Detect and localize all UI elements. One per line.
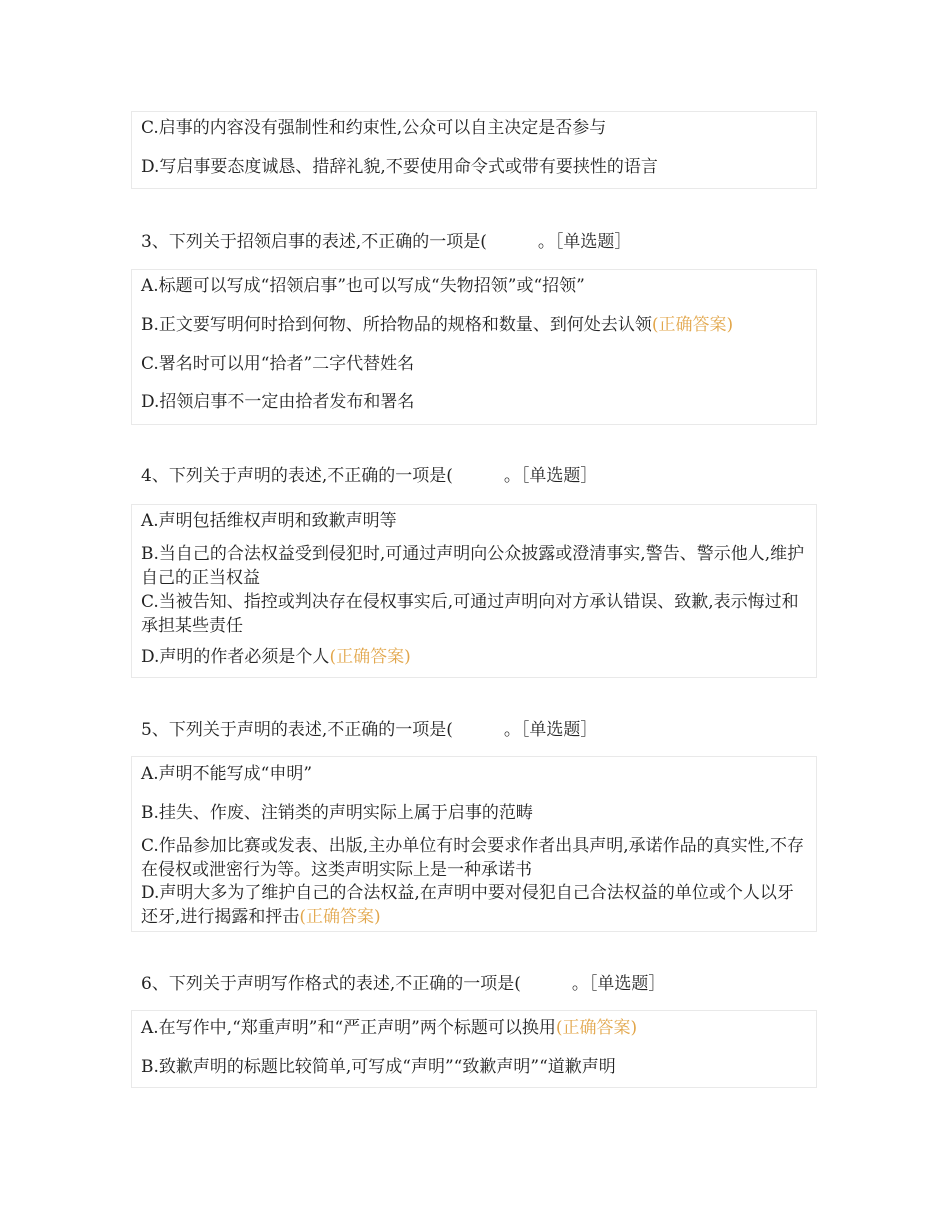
question-4-stem: 4、下列关于声明的表述,不正确的一项是( 。［单选题］ <box>141 466 598 486</box>
options-box-q4 <box>131 504 817 678</box>
options-box-q6 <box>131 1010 817 1088</box>
options-box-q5 <box>131 756 817 932</box>
correct-answer-badge: (正确答案) <box>651 315 734 335</box>
option-a[interactable]: A.声明不能写成“申明” <box>141 764 313 784</box>
option-c[interactable]: C.当被告知、指控或判决存在侵权事实后,可通过声明向对方承认错误、致歉,表示悔过和承担某些责任 <box>141 592 799 636</box>
question-6-stem: 6、下列关于声明写作格式的表述,不正确的一项是( 。［单选题］ <box>141 974 666 994</box>
option-b[interactable]: B.致歉声明的标题比较简单,可写成“声明”“致歉声明”“道歉声明 <box>141 1057 616 1077</box>
option-d[interactable]: D.写启事要态度诚恳、措辞礼貌,不要使用命令式或带有要挟性的语言 <box>141 157 658 177</box>
option-c[interactable]: C.作品参加比赛或发表、出版,主办单位有时会要求作者出具声明,承诺作品的真实性,不存在侵权或泄密行为等。这类声明实际上是一种承诺书 <box>141 836 805 880</box>
option-a[interactable]: A.声明包括维权声明和致歉声明等 <box>141 511 397 531</box>
option-a[interactable]: A.在写作中,“郑重声明”和“严正声明”两个标题可以换用(正确答案) <box>141 1018 638 1038</box>
option-d[interactable]: D.声明的作者必须是个人(正确答案) <box>141 647 411 667</box>
question-3-stem: 3、下列关于招领启事的表述,不正确的一项是( 。［单选题］ <box>141 232 632 252</box>
option-b[interactable]: B.正文要写明何时拾到何物、所拾物品的规格和数量、到何处去认领(正确答案) <box>141 315 734 335</box>
correct-answer-badge: (正确答案) <box>299 907 381 927</box>
options-box-q3 <box>131 269 817 425</box>
correct-answer-badge: (正确答案) <box>329 647 411 667</box>
option-b[interactable]: B.当自己的合法权益受到侵犯时,可通过声明向公众披露或澄清事实,警告、警示他人,维护自己的正当权益 <box>141 544 805 588</box>
option-c[interactable]: C.启事的内容没有强制性和约束性,公众可以自主决定是否参与 <box>141 118 607 138</box>
option-d[interactable]: D.招领启事不一定由拾者发布和署名 <box>141 392 415 412</box>
correct-answer-badge: (正确答案) <box>555 1018 638 1038</box>
question-5-stem: 5、下列关于声明的表述,不正确的一项是( 。［单选题］ <box>141 720 598 740</box>
options-box-q2 <box>131 111 817 189</box>
option-b[interactable]: B.挂失、作废、注销类的声明实际上属于启事的范畴 <box>141 803 533 823</box>
option-c[interactable]: C.署名时可以用“拾者”二字代替姓名 <box>141 354 415 374</box>
option-d[interactable]: D.声明大多为了维护自己的合法权益,在声明中要对侵犯自己合法权益的单位或个人以牙还牙,进行揭露和抨击(正确答案) <box>141 883 794 927</box>
option-a[interactable]: A.标题可以写成“招领启事”也可以写成“失物招领”或“招领” <box>141 276 585 296</box>
